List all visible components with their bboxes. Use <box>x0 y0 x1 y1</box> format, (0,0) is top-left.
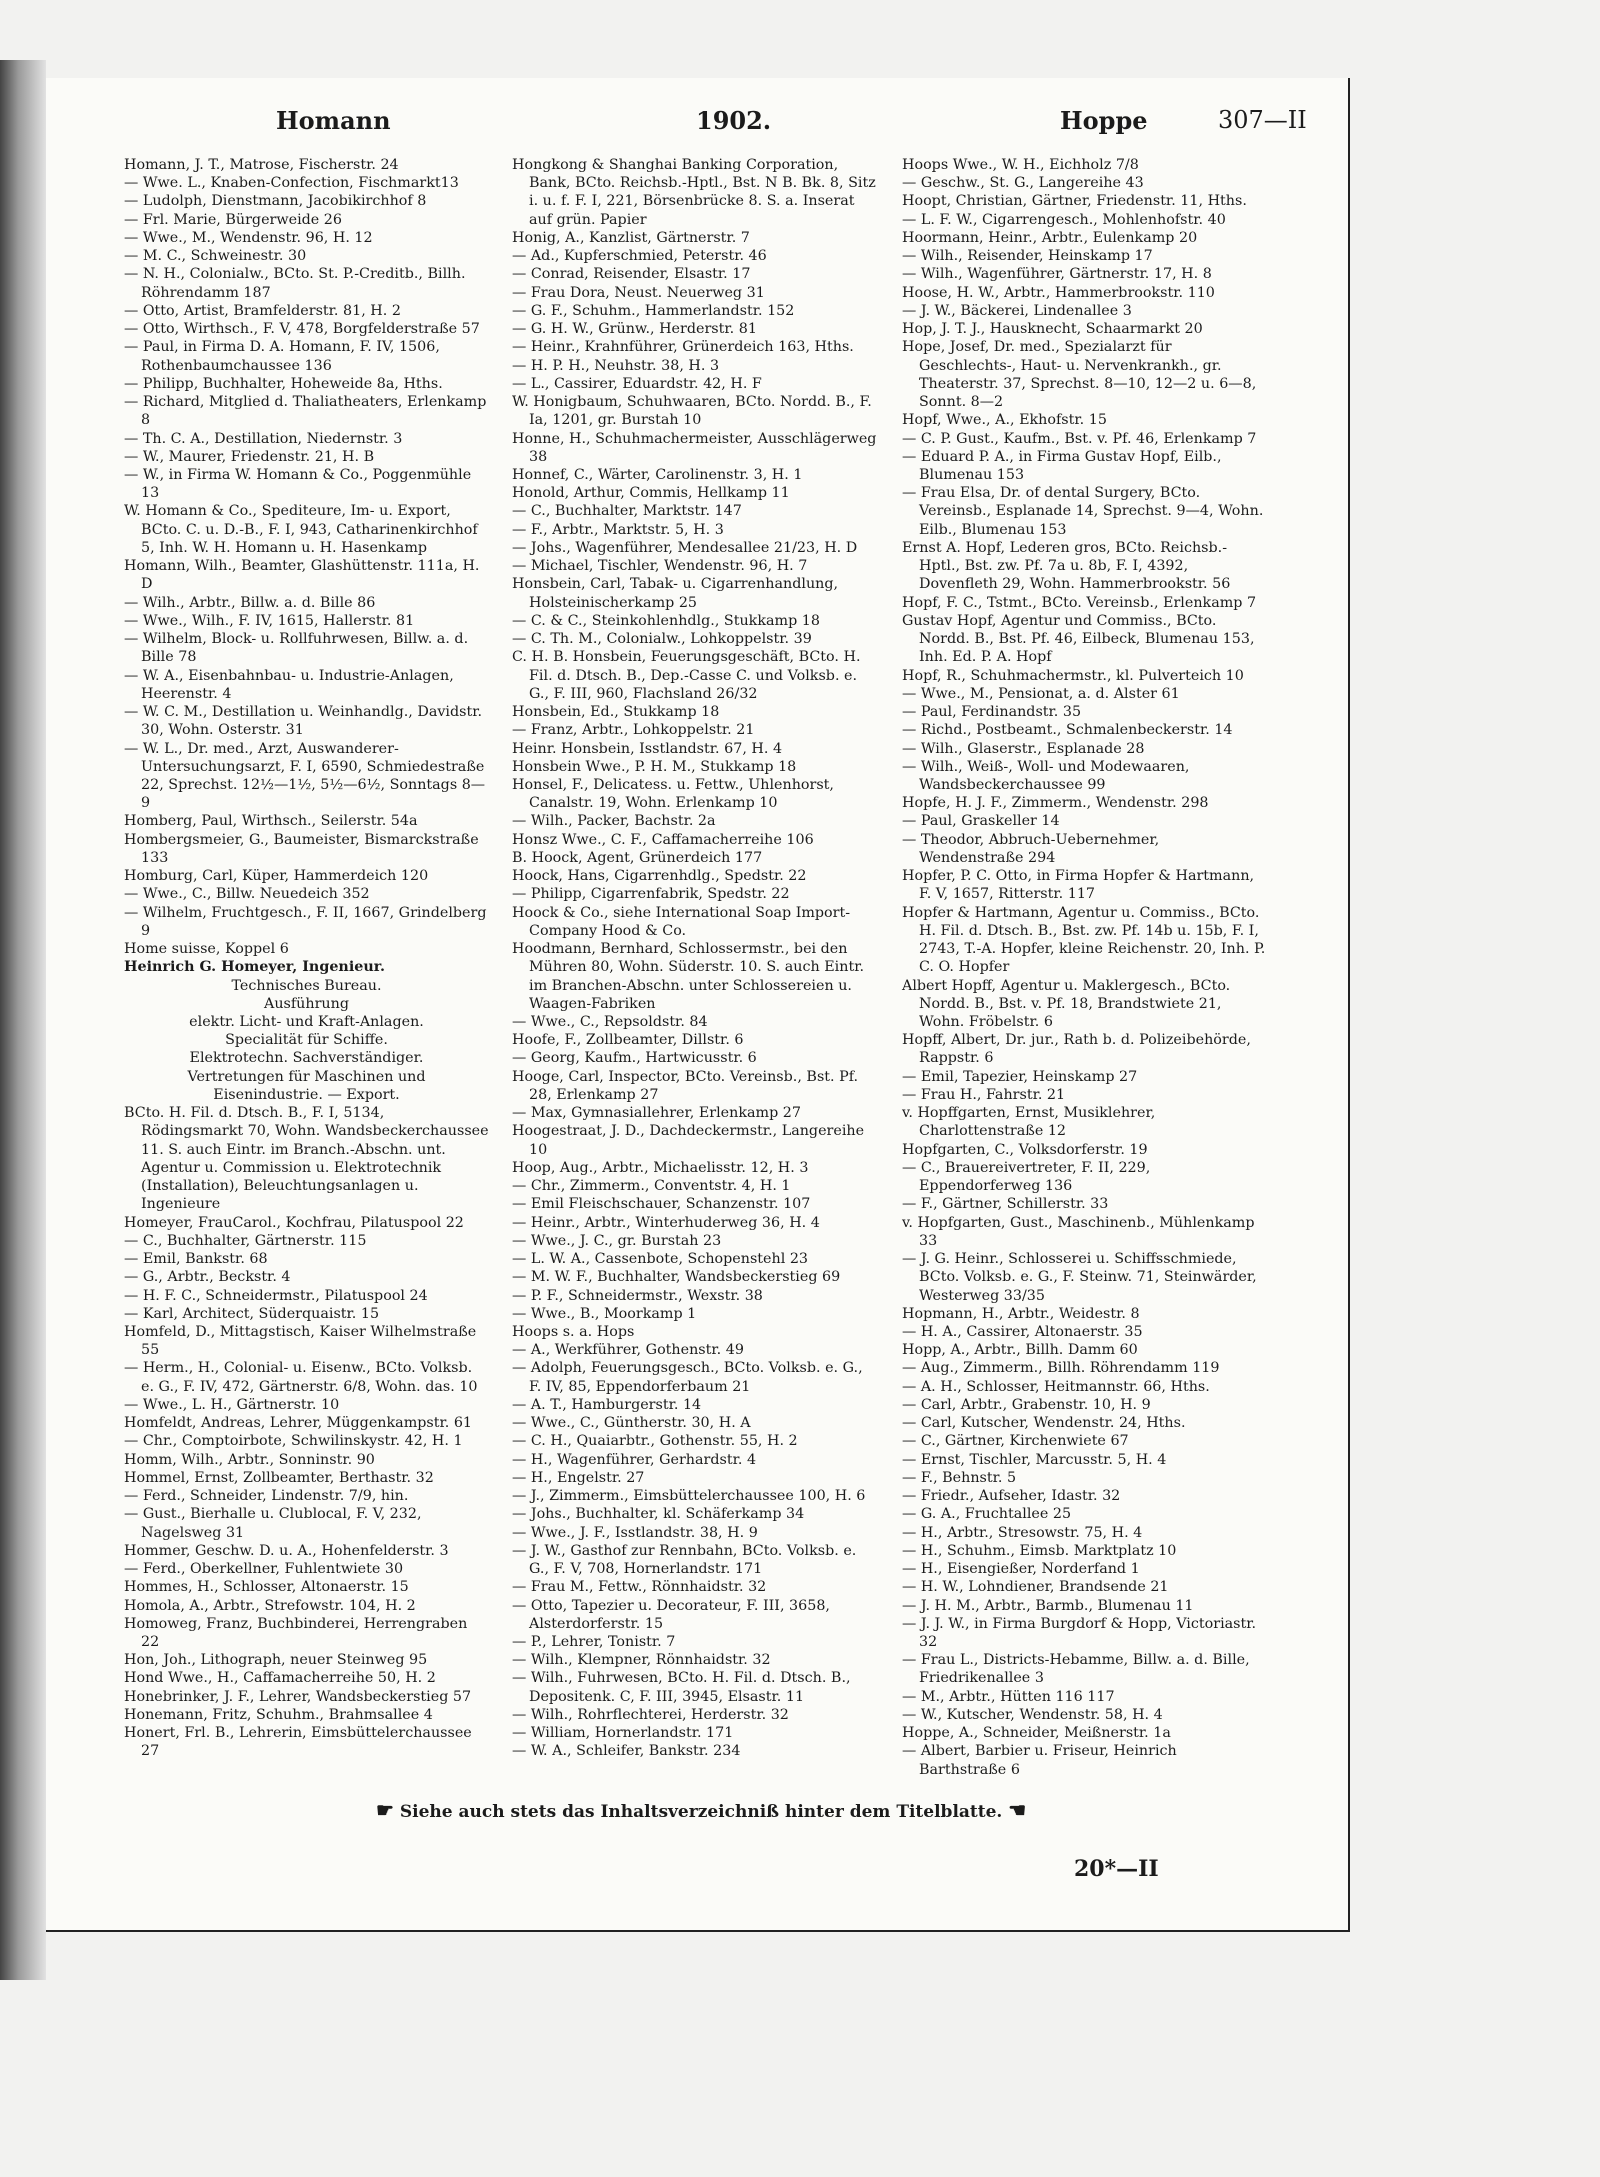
directory-entry: Hoogestraat, J. D., Dachdeckermstr., Langereihe 10 <box>512 1123 865 1158</box>
directory-entry: — G. F., Schuhm., Hammerlandstr. 152 <box>512 302 795 319</box>
directory-entry: — Wilh., Reisender, Heinskamp 17 <box>902 248 1153 265</box>
directory-entry: Hopfgarten, C., Volksdorferstr. 19 <box>902 1141 1148 1158</box>
advertisement-block <box>124 958 489 1213</box>
directory-entry: Albert Hopff, Agentur u. Maklergesch., BCto. Nordd. B., Bst. v. Pf. 18, Brandstwiete 21, Wohn. Fröbelstr. 6 <box>902 977 1231 1031</box>
directory-entry: Honemann, Fritz, Schuhm., Brahmsallee 4 <box>124 1706 433 1723</box>
directory-entry: — Emil, Tapezier, Heinskamp 27 <box>902 1068 1138 1085</box>
header-left-word: Homann <box>276 106 391 135</box>
directory-entry: — Wwe., C., Billw. Neuedeich 352 <box>124 886 370 903</box>
directory-entry: — Philipp, Cigarrenfabrik, Spedstr. 22 <box>512 886 790 903</box>
directory-entry: — William, Hornerlandstr. 171 <box>512 1725 734 1742</box>
directory-entry: v. Hopfgarten, Gust., Maschinenb., Mühlenkamp 33 <box>902 1214 1255 1249</box>
directory-entry: Hoose, H. W., Arbtr., Hammerbrookstr. 110 <box>902 284 1215 301</box>
directory-entry: — A. H., Schlosser, Heitmannstr. 66, Hths. <box>902 1378 1210 1395</box>
directory-entry: — H., Schuhm., Eimsb. Marktplatz 10 <box>902 1542 1177 1559</box>
advert-line: Elektrotechn. Sachverständiger. <box>189 1050 424 1067</box>
directory-entry: — Wwe., Wilh., F. IV, 1615, Hallerstr. 81 <box>124 612 415 629</box>
directory-entry: — Wwe., B., Moorkamp 1 <box>512 1305 697 1322</box>
directory-entry: — F., Arbtr., Marktstr. 5, H. 3 <box>512 521 724 538</box>
footer-note-line <box>376 1798 1026 1822</box>
advert-details: BCto. H. Fil. d. Dtsch. B., F. I, 5134, Rödingsmarkt 70, Wohn. Wandsbeckerchaussee 11. S. auch Eintr. im Branch.-Abschn. unt. Agentur u. Commission u. Elektrotechnik (Installation), Beleuchtungsanlagen u. Ingenieure <box>124 1105 489 1213</box>
directory-entry: Hommes, H., Schlosser, Altonaerstr. 15 <box>124 1579 409 1596</box>
directory-entry: — W. L., Dr. med., Arzt, Auswanderer-Untersuchungsarzt, F. I, 6590, Schmiedestraße 22, Sprechst. 12½—1½, 5½—6½, Sonntags 8—9 <box>124 740 486 812</box>
directory-entry: — Wilh., Klempner, Rönnhaidstr. 32 <box>512 1652 771 1669</box>
advert-line: Ausführung <box>264 995 349 1012</box>
directory-entry: — Max, Gymnasiallehrer, Erlenkamp 27 <box>512 1105 801 1122</box>
directory-entry: — J. W., Gasthof zur Rennbahn, BCto. Volksb. e. G., F. V, 708, Hornerlandstr. 171 <box>512 1542 857 1578</box>
directory-entry: — C., Gärtner, Kirchenwiete 67 <box>902 1433 1129 1450</box>
directory-entry: — Georg, Kaufm., Hartwicusstr. 6 <box>512 1050 757 1067</box>
directory-entry: — F., Gärtner, Schillerstr. 33 <box>902 1196 1109 1213</box>
directory-entry: Homberg, Paul, Wirthsch., Seilerstr. 54a <box>124 813 418 830</box>
directory-entry: Gustav Hopf, Agentur und Commiss., BCto. Nordd. B., Bst. Pf. 46, Eilbeck, Blumenau 153, Inh. Ed. P. A. Hopf <box>902 612 1255 666</box>
directory-entry: Honig, A., Kanzlist, Gärtnerstr. 7 <box>512 229 750 246</box>
directory-entry: — H. P. H., Neuhstr. 38, H. 3 <box>512 357 720 374</box>
pointing-hand-right-icon: ☛ <box>376 1798 394 1822</box>
page-number: 307—II <box>1218 106 1307 134</box>
directory-entry: — M. W. F., Buchhalter, Wandsbeckerstieg 69 <box>512 1269 841 1286</box>
directory-entry: — Paul, Ferdinandstr. 35 <box>902 704 1082 721</box>
directory-entry: Hoops s. a. Hops <box>512 1324 635 1340</box>
directory-entry: — H., Eisengießer, Norderfand 1 <box>902 1561 1140 1578</box>
directory-entry: Hopf, R., Schuhmachermstr., kl. Pulverteich 10 <box>902 667 1244 684</box>
directory-entry: Hopfe, H. J. F., Zimmerm., Wendenstr. 298 <box>902 795 1209 812</box>
directory-entry: Hopfer & Hartmann, Agentur u. Commiss., BCto. H. Fil. d. Dtsch. B., Bst. zw. Pf. 14b u. 15b, F. I, 2743, T.-A. Hopfer, kleine Reichenstr. 20, Inh. P. C. O. Hopfer <box>902 904 1266 976</box>
advert-line: Specialität für Schiffe. <box>225 1032 388 1049</box>
directory-entry: Hon, Joh., Lithograph, neuer Steinweg 95 <box>124 1652 428 1669</box>
advert-line: Eisenindustrie. — Export. <box>213 1086 400 1103</box>
directory-entry: — Chr., Zimmerm., Conventstr. 4, H. 1 <box>512 1178 791 1195</box>
directory-entry: — Friedr., Aufseher, Idastr. 32 <box>902 1488 1121 1505</box>
directory-entry: — J. H. M., Arbtr., Barmb., Blumenau 11 <box>902 1597 1194 1614</box>
directory-entry: — Conrad, Reisender, Elsastr. 17 <box>512 266 751 283</box>
directory-entry: — Theodor, Abbruch-Uebernehmer, Wendenstraße 294 <box>902 831 1160 866</box>
directory-entry: — G. A., Fruchtallee 25 <box>902 1506 1072 1523</box>
directory-entry: Honsel, F., Delicatess. u. Fettw., Uhlenhorst, Canalstr. 19, Wohn. Erlenkamp 10 <box>512 776 834 812</box>
directory-entry: — P., Lehrer, Tonistr. 7 <box>512 1633 676 1650</box>
directory-entry: — Emil, Bankstr. 68 <box>124 1251 268 1268</box>
directory-entry: — Franz, Arbtr., Lohkoppelstr. 21 <box>512 722 755 739</box>
directory-entry: — P. F., Schneidermstr., Wexstr. 38 <box>512 1287 763 1304</box>
directory-entry: Hoofe, F., Zollbeamter, Dillstr. 6 <box>512 1032 744 1049</box>
directory-entry: — C., Brauereivertreter, F. II, 229, Eppendorferweg 136 <box>902 1159 1151 1195</box>
directory-entry: — Frau Dora, Neust. Neuerweg 31 <box>512 284 765 301</box>
directory-entry: — G. H. W., Grünw., Herderstr. 81 <box>512 321 757 338</box>
directory-entry: — G., Arbtr., Beckstr. 4 <box>124 1269 291 1286</box>
directory-entry: Heinr. Honsbein, Isstlandstr. 67, H. 4 <box>512 740 783 757</box>
pointing-hand-left-icon: ☚ <box>1008 1798 1027 1822</box>
directory-entry: — Herm., H., Colonial- u. Eisenw., BCto. Volksb. e. G., F. IV, 472, Gärtnerstr. 6/8, Wohn. das. 10 <box>124 1360 478 1395</box>
directory-entry: — W. A., Schleifer, Bankstr. 234 <box>512 1743 741 1760</box>
directory-entry: — Paul, Graskeller 14 <box>902 813 1060 830</box>
directory-entry: Honebrinker, J. F., Lehrer, Wandsbeckerstieg 57 <box>124 1688 472 1705</box>
directory-entry: Ernst A. Hopf, Lederen gros, BCto. Reichsb.-Hptl., Bst. zw. Pf. 7a u. 8b, F. I, 4392, Dovenfleth 29, Wohn. Hammerbrookstr. 56 <box>902 539 1231 593</box>
directory-entry: — Wwe., J. F., Isstlandstr. 38, H. 9 <box>512 1524 758 1541</box>
directory-entry: Honert, Frl. B., Lehrerin, Eimsbüttelerchaussee 27 <box>124 1725 472 1760</box>
directory-entry: — Frau M., Fettw., Rönnhaidstr. 32 <box>512 1579 767 1596</box>
directory-entry: W. Homann & Co., Spediteure, Im- u. Export, BCto. C. u. D.-B., F. I, 943, Catharinenkirchhof 5, Inh. W. H. Homann u. H. Hasenkamp <box>124 503 478 556</box>
directory-entry: — H. F. C., Schneidermstr., Pilatuspool 24 <box>124 1287 428 1304</box>
directory-entry: — Wilh., Arbtr., Billw. a. d. Bille 86 <box>124 594 376 611</box>
directory-entry: — Ferd., Oberkellner, Fuhlentwiete 30 <box>124 1561 404 1578</box>
directory-entry: — Michael, Tischler, Wendenstr. 96, H. 7 <box>512 558 808 575</box>
directory-entry: — Ferd., Schneider, Lindenstr. 7/9, hin. <box>124 1488 409 1505</box>
directory-entry: Hoodmann, Bernhard, Schlossermstr., bei den Mühren 80, Wohn. Süderstr. 10. S. auch Eintr. im Branchen-Abschn. unter Schlossereien u. Waagen-Fabriken <box>512 941 865 1012</box>
directory-entry: — Geschw., St. G., Langereihe 43 <box>902 175 1144 192</box>
column-1 <box>124 156 489 1761</box>
directory-entry: W. Honigbaum, Schuhwaaren, BCto. Nordd. B., F. Ia, 1201, gr. Burstah 10 <box>512 394 872 429</box>
directory-entry: — Johs., Buchhalter, kl. Schäferkamp 34 <box>512 1506 805 1523</box>
column-2 <box>512 156 877 1761</box>
directory-entry: Hopmann, H., Arbtr., Weidestr. 8 <box>902 1305 1140 1322</box>
directory-entry: — Richard, Mitglied d. Thaliatheaters, Erlenkamp 8 <box>124 394 487 429</box>
header-right-word: Hoppe <box>1060 106 1148 135</box>
directory-entry: — N. H., Colonialw., BCto. St. P.-Creditb., Billh. Röhrendamm 187 <box>124 266 466 301</box>
directory-entry: — W., Maurer, Friedenstr. 21, H. B <box>124 448 375 465</box>
directory-entry: C. H. B. Honsbein, Feuerungsgeschäft, BCto. H. Fil. d. Dtsch. B., Dep.-Casse C. und Volksb. e. G., F. III, 960, Flachsland 26/32 <box>512 649 861 702</box>
directory-entry: Hoops Wwe., W. H., Eichholz 7/8 <box>902 157 1139 173</box>
directory-entry: — W. A., Eisenbahnbau- u. Industrie-Anlagen, Heerenstr. 4 <box>124 667 454 702</box>
directory-entry: — Wilh., Packer, Bachstr. 2a <box>512 813 716 830</box>
directory-entry: — Karl, Architect, Süderquaistr. 15 <box>124 1305 380 1322</box>
directory-entry: — W., in Firma W. Homann & Co., Poggenmühle 13 <box>124 466 472 502</box>
directory-entry: Honne, H., Schuhmachermeister, Ausschlägerweg 38 <box>512 430 877 465</box>
directory-entry: — H. W., Lohndiener, Brandsende 21 <box>902 1579 1169 1596</box>
directory-entry: Hombergsmeier, G., Baumeister, Bismarckstraße 133 <box>124 831 479 866</box>
directory-entry: — Wilhelm, Fruchtgesch., F. II, 1667, Grindelberg 9 <box>124 904 487 939</box>
directory-entry: Hoppe, A., Schneider, Meißnerstr. 1a <box>902 1725 1171 1742</box>
directory-entry: — C. Th. M., Colonialw., Lohkoppelstr. 39 <box>512 631 812 648</box>
directory-entry: — C. P. Gust., Kaufm., Bst. v. Pf. 46, Erlenkamp 7 <box>902 430 1257 447</box>
directory-entry: Hongkong & Shanghai Banking Corporation, Bank, BCto. Reichsb.-Hptl., Bst. N B. Bk. 8, Sitz i. u. f. F. I, 221, Börsenbrücke 8. S. a. Inserat auf grün. Papier <box>512 157 876 228</box>
directory-entry: — Aug., Zimmerm., Billh. Röhrendamm 119 <box>902 1360 1220 1377</box>
directory-entry: Hoock & Co., siehe International Soap Import-Company Hood & Co. <box>512 904 851 939</box>
directory-entry: — A., Werkführer, Gothenstr. 49 <box>512 1342 744 1359</box>
directory-entry: — Wilh., Wagenführer, Gärtnerstr. 17, H. 8 <box>902 266 1212 283</box>
directory-entry: — L., Cassirer, Eduardstr. 42, H. F <box>512 375 762 392</box>
directory-entry: Homfeld, D., Mittagstisch, Kaiser Wilhelmstraße 55 <box>124 1324 477 1359</box>
scan-edge <box>0 60 46 1980</box>
directory-entry: — L. F. W., Cigarrengesch., Mohlenhofstr. 40 <box>902 211 1226 228</box>
directory-entry: — Carl, Arbtr., Grabenstr. 10, H. 9 <box>902 1396 1151 1413</box>
directory-entry: — Gust., Bierhalle u. Clublocal, F. V, 232, Nagelsweg 31 <box>124 1506 422 1541</box>
directory-entry: — J., Zimmerm., Eimsbüttelerchaussee 100, H. 6 <box>512 1488 866 1505</box>
directory-entry: — J. J. W., in Firma Burgdorf & Hopp, Victoriastr. 32 <box>902 1615 1257 1650</box>
directory-entry: — M. C., Schweinestr. 30 <box>124 248 307 265</box>
directory-entry: — Otto, Wirthsch., F. V, 478, Borgfelderstraße 57 <box>124 321 480 338</box>
directory-entry: — Wilh., Glaserstr., Esplanade 28 <box>902 740 1145 757</box>
directory-entry: — Wwe., C., Güntherstr. 30, H. A <box>512 1415 751 1432</box>
directory-entry: Hopf, F. C., Tstmt., BCto. Vereinsb., Erlenkamp 7 <box>902 594 1257 611</box>
directory-entry: — C. & C., Steinkohlenhdlg., Stukkamp 18 <box>512 612 820 629</box>
directory-entry: Homann, J. T., Matrose, Fischerstr. 24 <box>124 157 399 173</box>
directory-entry: — Frau L., Districts-Hebamme, Billw. a. d. Bille, Friedrikenallee 3 <box>902 1652 1250 1687</box>
directory-entry: Honsbein Wwe., P. H. M., Stukkamp 18 <box>512 758 797 775</box>
directory-entry: Hommer, Geschw. D. u. A., Hohenfelderstr. 3 <box>124 1542 449 1559</box>
directory-entry: — Wilh., Rohrflechterei, Herderstr. 32 <box>512 1706 789 1723</box>
directory-entry: Hope, Josef, Dr. med., Spezialarzt für Geschlechts-, Haut- u. Nervenkrankh., gr. Theaterstr. 37, Sprechst. 8—10, 12—2 u. 6—8, Sonnt. 8—2 <box>902 339 1257 411</box>
directory-entry: Hoock, Hans, Cigarrenhdlg., Spedstr. 22 <box>512 868 807 885</box>
directory-entry: Hopff, Albert, Dr. jur., Rath b. d. Polizeibehörde, Rappstr. 6 <box>902 1032 1251 1067</box>
directory-entry: v. Hopffgarten, Ernst, Musiklehrer, Charlottenstraße 12 <box>902 1105 1156 1140</box>
directory-entry: — Carl, Kutscher, Wendenstr. 24, Hths. <box>902 1415 1186 1432</box>
directory-entry: — Wwe., L. H., Gärtnerstr. 10 <box>124 1396 340 1413</box>
directory-entry: — Otto, Artist, Bramfelderstr. 81, H. 2 <box>124 302 401 319</box>
directory-entry: — Heinr., Krahnführer, Grünerdeich 163, Hths. <box>512 339 854 356</box>
directory-entry: Hopf, Wwe., A., Ekhofstr. 15 <box>902 412 1107 429</box>
advert-name: Heinrich G. Homeyer, Ingenieur. <box>124 959 385 976</box>
advert-line: Technisches Bureau. <box>231 977 382 994</box>
directory-entry: — W., Kutscher, Wendenstr. 58, H. 4 <box>902 1706 1163 1723</box>
directory-entry: — A. T., Hamburgerstr. 14 <box>512 1396 702 1413</box>
signature-mark: 20*—II <box>1074 1856 1159 1882</box>
directory-entry: Hoopt, Christian, Gärtner, Friedenstr. 11, Hths. <box>902 193 1247 210</box>
directory-entry: — Ad., Kupferschmied, Peterstr. 46 <box>512 248 767 265</box>
directory-entry: — Wwe., J. C., gr. Burstah 23 <box>512 1232 722 1249</box>
directory-entry: — C., Buchhalter, Gärtnerstr. 115 <box>124 1232 367 1249</box>
directory-entry: — H. A., Cassirer, Altonaerstr. 35 <box>902 1324 1143 1340</box>
directory-entry: — Emil Fleischschauer, Schanzenstr. 107 <box>512 1196 811 1213</box>
directory-entry: — Frau H., Fahrstr. 21 <box>902 1086 1066 1103</box>
directory-entry: — Johs., Wagenführer, Mendesallee 21/23, H. D <box>512 539 858 556</box>
footer-note: Siehe auch stets das Inhaltsverzeichniß hinter dem Titelblatte. <box>399 1802 1003 1822</box>
directory-entry: Homann, Wilh., Beamter, Glashüttenstr. 111a, H. D <box>124 558 480 593</box>
directory-entry: Homoweg, Franz, Buchbinderei, Herrengraben 22 <box>124 1615 468 1650</box>
directory-entry: Honsbein, Carl, Tabak- u. Cigarrenhandlung, Holsteinischerkamp 25 <box>512 576 839 611</box>
directory-entry: — Paul, in Firma D. A. Homann, F. IV, 1506, Rothenbaumchaussee 136 <box>124 339 440 374</box>
directory-entry: — M., Arbtr., Hütten 116 117 <box>902 1688 1115 1705</box>
directory-entry: — C. H., Quaiarbtr., Gothenstr. 55, H. 2 <box>512 1433 798 1450</box>
directory-entry: — Frau Elsa, Dr. of dental Surgery, BCto. Vereinsb., Esplanade 14, Sprechst. 9—4, Wohn. Eilb., Blumenau 153 <box>902 485 1264 538</box>
directory-entry: Hooge, Carl, Inspector, BCto. Vereinsb., Bst. Pf. 28, Erlenkamp 27 <box>512 1068 859 1103</box>
directory-entry: — C., Buchhalter, Marktstr. 147 <box>512 503 742 520</box>
directory-entry: — Albert, Barbier u. Friseur, Heinrich Barthstraße 6 <box>902 1743 1177 1778</box>
directory-entry: Hopfer, P. C. Otto, in Firma Hopfer & Hartmann, F. V, 1657, Ritterstr. 117 <box>902 868 1255 903</box>
directory-entry: Hop, J. T. J., Hausknecht, Schaarmarkt 20 <box>902 321 1203 338</box>
directory-entry: — Wwe. L., Knaben-Confection, Fischmarkt13 <box>124 175 459 192</box>
directory-entry: — Richd., Postbeamt., Schmalenbeckerstr. 14 <box>902 722 1233 739</box>
directory-entry: — Heinr., Arbtr., Winterhuderweg 36, H. 4 <box>512 1214 820 1231</box>
directory-entry: — Wilhelm, Block- u. Rollfuhrwesen, Billw. a. d. Bille 78 <box>124 631 469 666</box>
directory-entry: — Adolph, Feuerungsgesch., BCto. Volksb. e. G., F. IV, 85, Eppendorferbaum 21 <box>512 1360 863 1395</box>
directory-entry: — Otto, Tapezier u. Decorateur, F. III, 3658, Alsterdorferstr. 15 <box>512 1597 830 1632</box>
directory-entry: Hopp, A., Arbtr., Billh. Damm 60 <box>902 1342 1138 1359</box>
directory-entry: — Wilh., Weiß-, Woll- und Modewaaren, Wandsbeckerchaussee 99 <box>902 758 1190 793</box>
advert-line: Vertretungen für Maschinen und <box>187 1068 426 1085</box>
directory-page <box>46 78 1350 1932</box>
directory-entry: Honsz Wwe., C. F., Caffamacherreihe 106 <box>512 831 814 848</box>
directory-entry: — Ernst, Tischler, Marcusstr. 5, H. 4 <box>902 1451 1167 1468</box>
directory-entry: Hoop, Aug., Arbtr., Michaelisstr. 12, H. 3 <box>512 1159 809 1176</box>
directory-entry: — Wwe., M., Pensionat, a. d. Alster 61 <box>902 685 1180 702</box>
directory-entry: Hond Wwe., H., Caffamacherreihe 50, H. 2 <box>124 1670 436 1687</box>
directory-entry: — Th. C. A., Destillation, Niedernstr. 3 <box>124 430 403 447</box>
directory-entry: — J. G. Heinr., Schlosserei u. Schiffsschmiede, BCto. Volksb. e. G., F. Steinw. 71, Steinwärder, Westerweg 33/35 <box>902 1251 1257 1304</box>
directory-entry: — Philipp, Buchhalter, Hoheweide 8a, Hths. <box>124 375 443 392</box>
directory-entry: Hoormann, Heinr., Arbtr., Eulenkamp 20 <box>902 229 1198 246</box>
directory-entry: — Wwe., C., Repsoldstr. 84 <box>512 1014 708 1031</box>
directory-entry: Homeyer, FrauCarol., Kochfrau, Pilatuspool 22 <box>124 1214 464 1231</box>
directory-entry: — H., Wagenführer, Gerhardstr. 4 <box>512 1451 757 1468</box>
directory-entry: Home suisse, Koppel 6 <box>124 941 289 958</box>
column-3 <box>902 156 1267 1779</box>
directory-entry: — F., Behnstr. 5 <box>902 1469 1017 1486</box>
directory-entry: Honsbein, Ed., Stukkamp 18 <box>512 704 720 721</box>
directory-entry: B. Hoock, Agent, Grünerdeich 177 <box>512 849 763 866</box>
directory-entry: Homfeldt, Andreas, Lehrer, Müggenkampstr. 61 <box>124 1415 473 1432</box>
directory-entry: — Wwe., M., Wendenstr. 96, H. 12 <box>124 229 373 246</box>
directory-entry: Honold, Arthur, Commis, Hellkamp 11 <box>512 485 790 502</box>
directory-entry: Homburg, Carl, Küper, Hammerdeich 120 <box>124 868 429 885</box>
directory-entry: — Ludolph, Dienstmann, Jacobikirchhof 8 <box>124 193 427 210</box>
directory-entry: — Wilh., Fuhrwesen, BCto. H. Fil. d. Dtsch. B., Depositenk. C, F. III, 3945, Elsastr. 11 <box>512 1670 851 1705</box>
directory-entry: — L. W. A., Cassenbote, Schopenstehl 23 <box>512 1251 809 1268</box>
directory-entry: Hommel, Ernst, Zollbeamter, Berthastr. 32 <box>124 1469 434 1486</box>
page-header <box>46 106 1348 146</box>
directory-entry: — Chr., Comptoirbote, Schwilinskystr. 42, H. 1 <box>124 1433 463 1450</box>
directory-entry: — J. W., Bäckerei, Lindenallee 3 <box>902 302 1132 319</box>
header-year: 1902. <box>696 106 772 135</box>
directory-entry: — Eduard P. A., in Firma Gustav Hopf, Eilb., Blumenau 153 <box>902 448 1222 483</box>
directory-entry: Honnef, C., Wärter, Carolinenstr. 3, H. 1 <box>512 466 803 483</box>
directory-entry: Homola, A., Arbtr., Strefowstr. 104, H. 2 <box>124 1597 416 1614</box>
directory-entry: Homm, Wilh., Arbtr., Sonninstr. 90 <box>124 1451 375 1468</box>
directory-entry: — H., Engelstr. 27 <box>512 1469 645 1486</box>
directory-entry: — W. C. M., Destillation u. Weinhandlg., Davidstr. 30, Wohn. Osterstr. 31 <box>124 704 483 739</box>
directory-entry: — Frl. Marie, Bürgerweide 26 <box>124 211 342 228</box>
advert-line: elektr. Licht- und Kraft-Anlagen. <box>189 1014 424 1031</box>
directory-entry: — H., Arbtr., Stresowstr. 75, H. 4 <box>902 1524 1143 1541</box>
